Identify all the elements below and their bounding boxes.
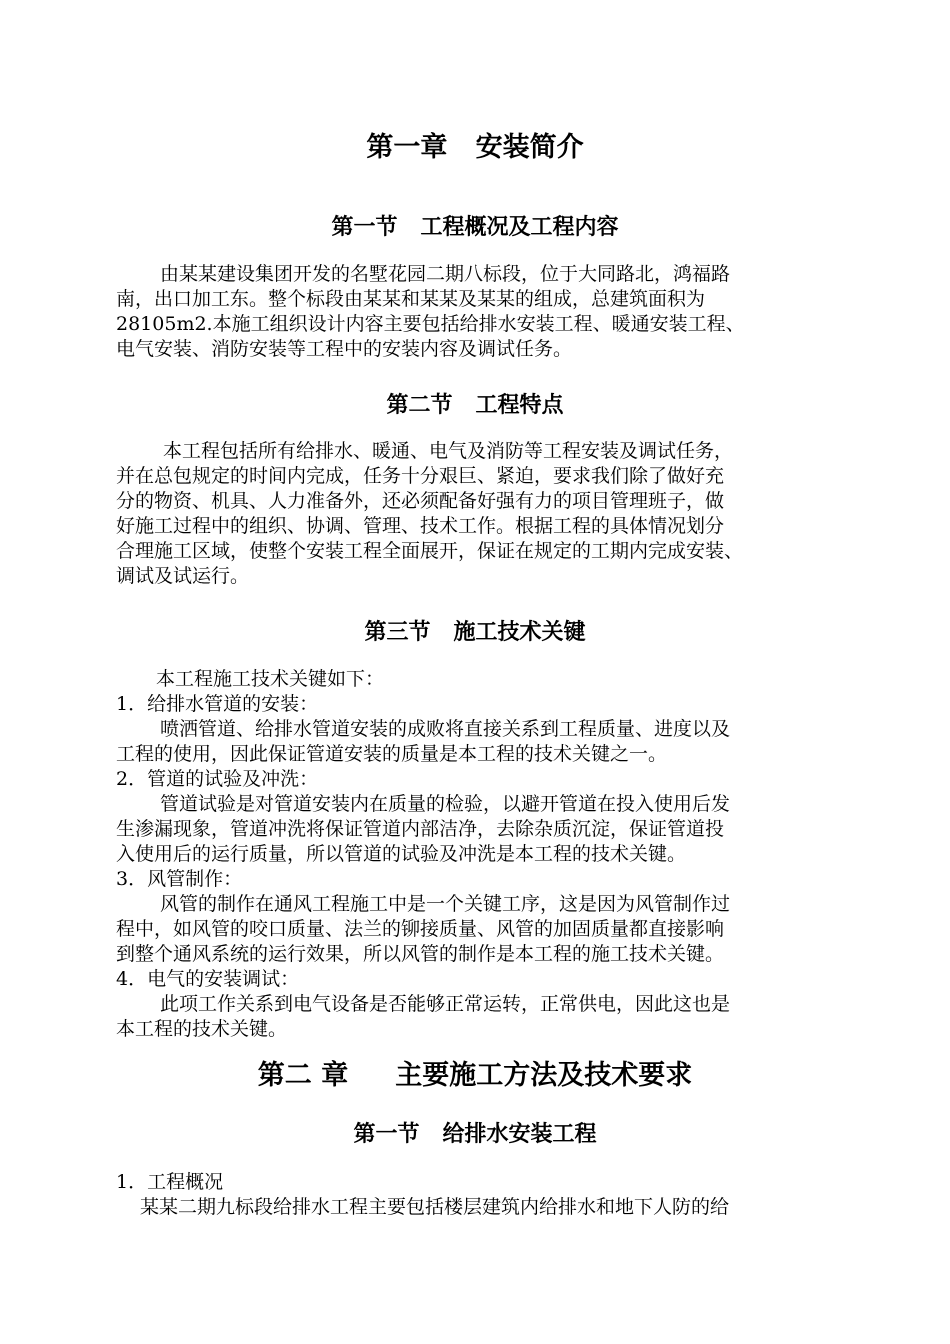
section-3-line-9: 3．风管制作：	[116, 868, 243, 890]
section-1-line-3: 28105m2.本施工组织设计内容主要包括给排水安装工程、暖通安装工程、	[116, 313, 745, 335]
section-1-line-1: 由某某建设集团开发的名墅花园二期八标段，位于大同路北，鸿福路	[160, 263, 731, 285]
section-3-line-10: 风管的制作在通风工程施工中是一个关键工序，这是因为风管制作过	[160, 893, 731, 915]
section-2-line-2: 并在总包规定的时间内完成，任务十分艰巨、紧迫，要求我们除了做好充	[116, 465, 725, 487]
section-3-line-11: 程中，如风管的咬口质量、法兰的铆接质量、风管的加固质量都直接影响	[116, 918, 725, 940]
section-4-line-1: 1．工程概况	[116, 1171, 224, 1193]
section-1-line-4: 电气安装、消防安装等工程中的安装内容及调试任务。	[116, 338, 573, 360]
section-2-line-6: 调试及试运行。	[116, 565, 250, 587]
section-2-line-1: 本工程包括所有给排水、暖通、电气及消防等工程安装及调试任务，	[163, 440, 734, 462]
section-3-line-6: 管道试验是对管道安装内在质量的检验，以避开管道在投入使用后发	[160, 793, 731, 815]
section-3-line-4: 工程的使用，因此保证管道安装的质量是本工程的技术关键之一。	[116, 743, 668, 765]
section-2-line-5: 合理施工区域，使整个安装工程全面展开，保证在规定的工期内完成安装、	[116, 540, 744, 562]
chapter-1-title: 第一章 安装简介	[366, 132, 584, 163]
section-3-line-1: 本工程施工技术关键如下：	[156, 668, 385, 690]
section-2-title: 第二节 工程特点	[386, 393, 564, 418]
section-3-line-14: 此项工作关系到电气设备是否能够正常运转，正常供电，因此这也是	[160, 993, 731, 1015]
section-1-title: 第一节 工程概况及工程内容	[331, 215, 619, 240]
section-4-title: 第一节 给排水安装工程	[353, 1122, 597, 1147]
section-2-line-3: 分的物资、机具、人力准备外，还必须配备好强有力的项目管理班子，做	[116, 490, 725, 512]
section-3-line-3: 喷洒管道、给排水管道安装的成败将直接关系到工程质量、进度以及	[160, 718, 731, 740]
section-3-line-5: 2．管道的试验及冲洗：	[116, 768, 319, 790]
chapter-2-title: 第二 章 主要施工方法及技术要求	[257, 1060, 693, 1091]
section-3-line-12: 到整个通风系统的运行效果，所以风管的制作是本工程的施工技术关键。	[116, 943, 725, 965]
section-3-line-2: 1．给排水管道的安装：	[116, 693, 319, 715]
section-4-line-2: 某某二期九标段给排水工程主要包括楼层建筑内给排水和地下人防的给	[140, 1196, 730, 1218]
section-3-line-13: 4．电气的安装调试：	[116, 968, 300, 990]
section-3-line-7: 生渗漏现象，管道冲洗将保证管道内部洁净，去除杂质沉淀，保证管道投	[116, 818, 725, 840]
section-3-line-8: 入使用后的运行质量，所以管道的试验及冲洗是本工程的技术关键。	[116, 843, 687, 865]
section-3-line-15: 本工程的技术关键。	[116, 1018, 288, 1040]
section-1-line-2: 南，出口加工东。整个标段由某某和某某及某某的组成，总建筑面积为	[116, 288, 706, 310]
section-2-line-4: 好施工过程中的组织、协调、管理、技术工作。根据工程的具体情况划分	[116, 515, 725, 537]
section-3-title: 第三节 施工技术关键	[364, 620, 586, 645]
